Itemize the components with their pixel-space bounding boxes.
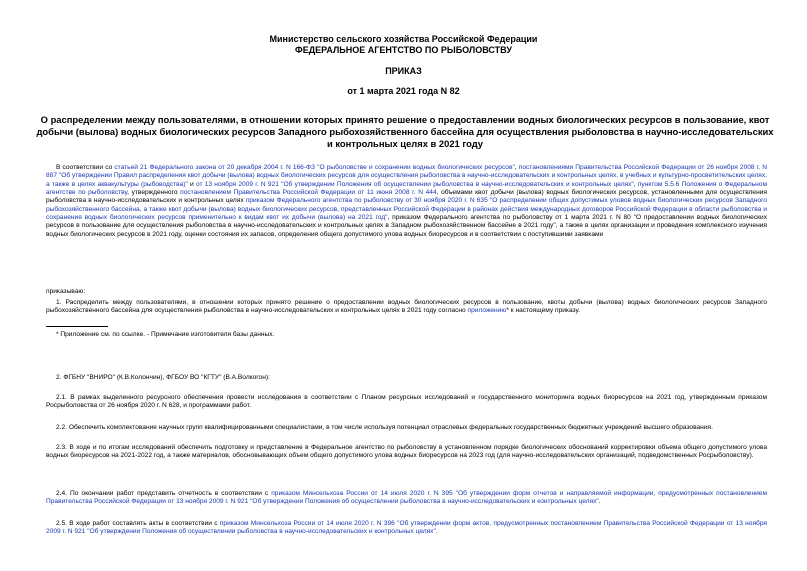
preamble-text: , — [633, 180, 638, 188]
document-type: ПРИКАЗ — [385, 66, 422, 76]
link-appendix[interactable]: приложению — [467, 307, 507, 315]
item-2-5-text: 2.5. В ходе работ составлять акты в соответствии с — [56, 520, 220, 527]
link-order-395[interactable]: приказом Минсельхоза России от 14 июля 2020 г. N 395 "Об утверждении форм отчетов и направляемой информации, предусмотренных постановлением Правительства Российской Федерации от 13 ноября 2009 г. N 921 "Об утверждении Положения об осуществлении рыболовства в научно-исследовательских и контрольных целях" — [46, 490, 767, 506]
footnote-divider — [46, 326, 108, 327]
orders-word: приказываю: — [46, 288, 86, 295]
item-1-paragraph — [46, 299, 767, 316]
link-pp-887[interactable]: постановлениями Правительства Российской Федерации от 26 ноября 2008 г. N 887 "Об утверждении Правил распределения квот добычи (вылова) водных биологических ресурсов для осуществления рыболовства в научно-исследовательских и контрольных целях, в учебных и культурно-просветительских целях, а также в целях аквакультуры (рыбоводства)" — [46, 164, 767, 188]
preamble-text: , приказом Федерального агентства по рыболовству от 1 марта 2021 г. N 80 "О предоставлении водных биологических ресурсов в пользование для осуществления рыболовства в научно-исследовательских и контрольных целях в Западном рыбохозяйственном бассейне в 2021 году", а также в целях организации и проведения комплексного изучения водных биологических ресурсов в 2021 году, оценки состояния их запасов, определения общего допустимого улова водных биоресурсов и в соответствии с поступившими заявками — [46, 214, 767, 238]
item-2-2: 2.2. Обеспечить комплектование научных групп квалифицированными специалистами, в том числе используя потенциал отраслевых федеральных государственных бюджетных учреждений высшего образования. — [56, 424, 713, 431]
link-order-396[interactable]: приказом Минсельхоза России от 14 июля 2020 г. N 396 "Об утверждении форм актов, предусмотренных постановлением Правительства Российской Федерации от 13 ноября 2009 г. N 921 "Об утверждении Положения об осуществлении рыболовства в научно-исследовательских и контрольных целях" — [46, 520, 767, 536]
preamble-text: В соответствии со — [56, 164, 115, 171]
preamble-paragraph — [46, 164, 767, 239]
document-date-number: от 1 марта 2021 года N 82 — [347, 86, 460, 96]
item-2-4-text: 2.4. По окончании работ представить отчетность в соответствии с — [56, 490, 272, 497]
link-pp-921[interactable]: от 13 ноября 2009 г. N 921 "Об утверждении Положения об осуществлении рыболовства в научно-исследовательских и контрольных целях" — [195, 180, 634, 188]
item-2-5-tail: . — [435, 528, 438, 536]
preamble-text: , объемами квот добычи (вылова) водных биологических ресурсов, установленными для осуществления рыболовства в научно-исследовательских и контрольных целях — [46, 189, 767, 205]
preamble-text: , утвержденного — [127, 189, 181, 197]
document-title: О распределении между пользователями, в отношении которых принято решение о предоставлении водных биологических ресурсов в пользование, квот добычи (вылова) водных биологических ресурсов Западного рыбохозяйственного бассейна для осуществления рыболовства в научно-исследовательских и контрольных целях в 2021 году — [36, 114, 774, 150]
item-2-4-paragraph — [46, 490, 767, 507]
footnote: * Приложение см. по ссылке. - Примечание изготовителя базы данных. — [56, 331, 275, 338]
item-2-4-tail: . — [598, 498, 601, 506]
ministry-name: Министерство сельского хозяйства Российской Федерации — [269, 34, 538, 44]
item-2-5-paragraph — [46, 520, 767, 537]
preamble-text: и — [187, 180, 196, 188]
item-2-3: 2.3. В ходе и по итогам исследований обеспечить подготовку и представление в Федеральное агентство по рыболовству в установленном порядке биологических обоснований корректировки объема общего допустимого улова водных биоресурсов на 2021-2022 год, а также материалов, обосновывающих объем общего допустимого улова водных биоресурсов на 2023 год (для научно-исследовательских организаций, подведомственных Росрыболовству). — [46, 444, 767, 460]
agency-name: ФЕДЕРАЛЬНОЕ АГЕНТСТВО ПО РЫБОЛОВСТВУ — [295, 45, 512, 55]
link-fz-166[interactable]: статьей 21 Федерального закона от 20 декабря 2004 г. N 166-ФЗ "О рыболовстве и сохранении водных биологических ресурсов" — [114, 164, 515, 171]
preamble-text: , — [514, 164, 519, 171]
link-item-5-5-6[interactable]: пунктом 5.5.6 Положения о Федеральном агентстве по рыболовству — [46, 180, 767, 197]
item-2-1: 2.1. В рамках выделенного ресурсного обеспечения провести исследования в соответствии с Планом ресурсных исследований и государственного мониторинга водных биоресурсов на 2021 год, утвержденным приказом Росрыболовства от 26 ноября 2020 г. N 628, и программами работ. — [46, 394, 767, 410]
link-pp-444[interactable]: постановлением Правительства Российской Федерации от 11 июня 2008 г. N 444 — [180, 189, 437, 197]
item-2: 2. ФГБНУ "ВНИРО" (К.В.Колончин), ФГБОУ ВО "КГТУ" (В.А.Волкогон): — [56, 374, 270, 381]
link-order-635[interactable]: приказом Федерального агентства по рыболовству от 30 ноября 2020 г. N 635 "О распределении общих допустимых уловов водных биологических ресурсов Западного рыбохозяйственного бассейна, а также квот добычи (вылова) водных биологических ресурсов, представленных Российской Федерации в районах действия международных договоров Российской Федерации в области рыболовства и сохранения водных биологических ресурсов применительно к видам квот их добычи (вылова) на 2021 год" — [46, 197, 767, 222]
item-1-tail: * к настоящему приказу. — [506, 307, 580, 315]
item-1-text: 1. Распределить между пользователями, в отношении которых принято решение о предоставлении водных биологических ресурсов в пользование, квоты добычи (вылова) водных биологических ресурсов Западного рыбохозяйственного бассейна для осуществления рыболовства в научно-исследовательских и контрольных целях в 2021 году согласно — [46, 299, 767, 315]
